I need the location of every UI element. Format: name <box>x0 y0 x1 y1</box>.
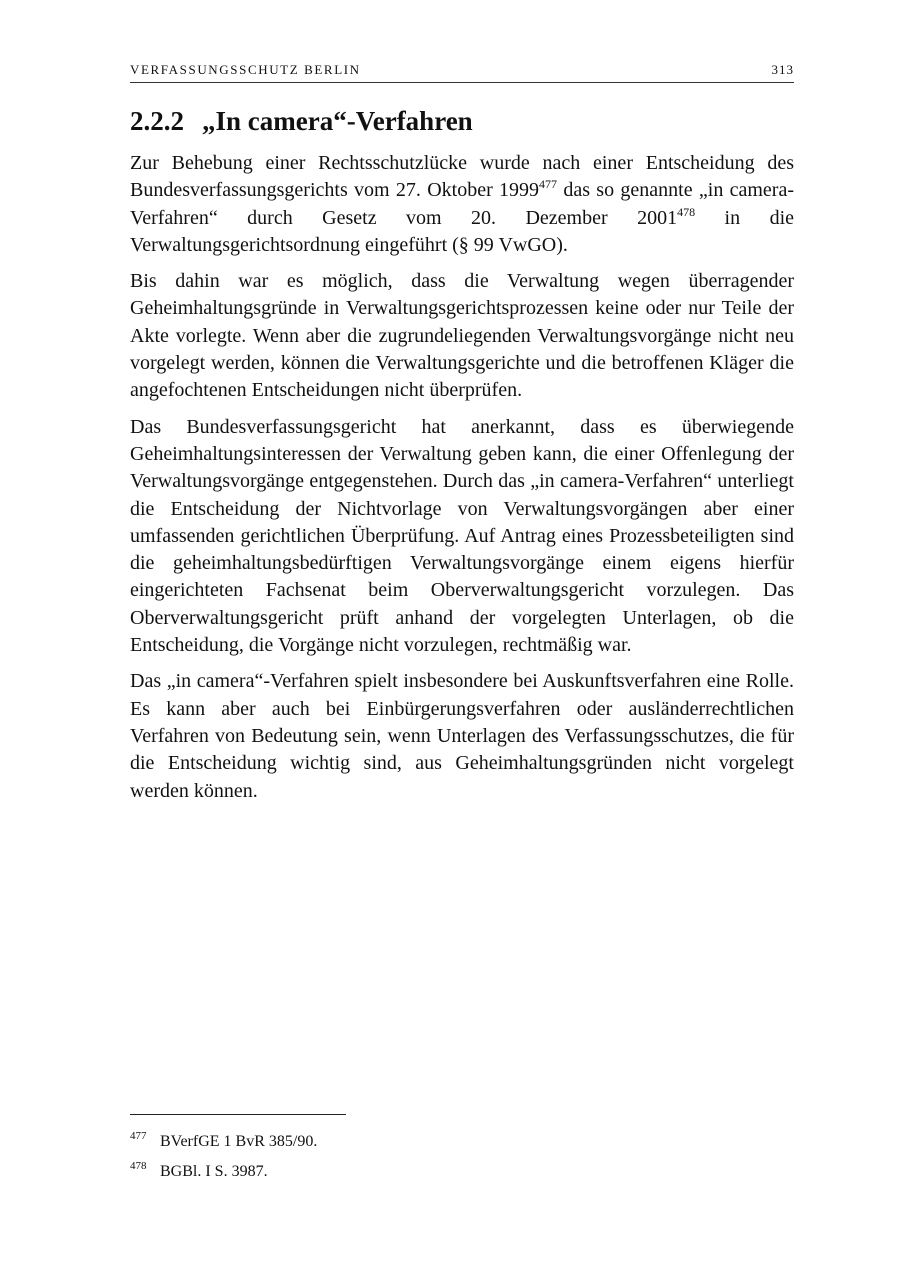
paragraph-2: Bis dahin war es möglich, dass die Verwaltung wegen überragender Geheimhaltungsgründe in Verwaltungsgerichtsprozessen keine oder nur Teile der Akte vorlegte. Wenn aber die zugrundeliegenden Verwaltungsvorgänge nicht neu vorgelegt werden, können die Verwaltungsgerichte und die betroffenen Kläger die angefochtenen Entscheidungen nicht überprüfen. <box>130 270 794 402</box>
footnote-477 <box>130 1130 794 1163</box>
section-title: „In camera“-Verfahren <box>202 106 473 136</box>
section-number: 2.2.2 <box>130 106 184 136</box>
paragraph-3: Das Bundesverfassungsgericht hat anerkannt, dass es überwiegende Geheimhaltungsinteressen der Verwaltung geben kann, die einer Offenlegung der Verwaltungsvorgänge entgegenstehen. Durch das „in camera-Verfahren“ unterliegt die Entscheidung der Nichtvorlage von Verwaltungsvorgängen aber einer umfassenden gerichtlichen Überprüfung. Auf Antrag eines Prozessbeteiligten sind die geheimhaltungsbedürftigen Verwaltungsvorgänge einem eigens hierfür eingerichteten Fachsenat beim Oberverwaltungsgericht vorzulegen. Das Oberverwaltungsgericht prüft anhand der vorgelegten Unterlagen, ob die Entscheidung, die Vorgänge nicht vorzulegen, rechtmäßig war. <box>130 415 794 657</box>
paragraph-1-part-c: in die Verwaltungsgerichtsordnung eingeführt (§ 99 VwGO). <box>130 206 795 256</box>
paragraph-1-part-b: das so genannte „in camera-Verfahren“ durch Gesetz vom 20. Dezember 2001 <box>130 179 795 229</box>
footnote-text: BVerfGE 1 BvR 385/90. <box>160 1133 318 1150</box>
footnotes <box>130 1130 794 1193</box>
footnote-mark: 477 <box>130 1130 147 1142</box>
paragraph-1 <box>130 150 794 259</box>
footnote-ref-477: 477 <box>539 177 558 192</box>
footnote-mark: 478 <box>130 1160 147 1172</box>
paragraph-1-part-a: Zur Behebung einer Rechtsschutzlücke wurde nach einer Entscheidung des Bundesverfassungsgerichts vom 27. Oktober 1999 <box>130 152 794 202</box>
footnote-divider <box>130 1114 346 1115</box>
page-number: 313 <box>771 62 794 77</box>
section-heading <box>130 106 473 137</box>
running-title: VERFASSUNGSSCHUTZ BERLIN <box>130 62 361 77</box>
body-text <box>130 150 794 814</box>
running-header <box>130 60 794 83</box>
footnote-text: BGBl. I S. 3987. <box>160 1163 268 1180</box>
footnote-478 <box>130 1160 794 1193</box>
footnote-ref-478: 478 <box>677 204 696 219</box>
paragraph-4: Das „in camera“-Verfahren spielt insbesondere bei Auskunftsverfahren eine Rolle. Es kann aber auch bei Einbürgerungsverfahren oder ausländerrechtlichen Verfahren von Bedeutung sein, wenn Unterlagen des Verfassungsschutzes, die für die Entscheidung wichtig sind, aus Geheimhaltungsgründen nicht vorgelegt werden können. <box>130 670 794 802</box>
